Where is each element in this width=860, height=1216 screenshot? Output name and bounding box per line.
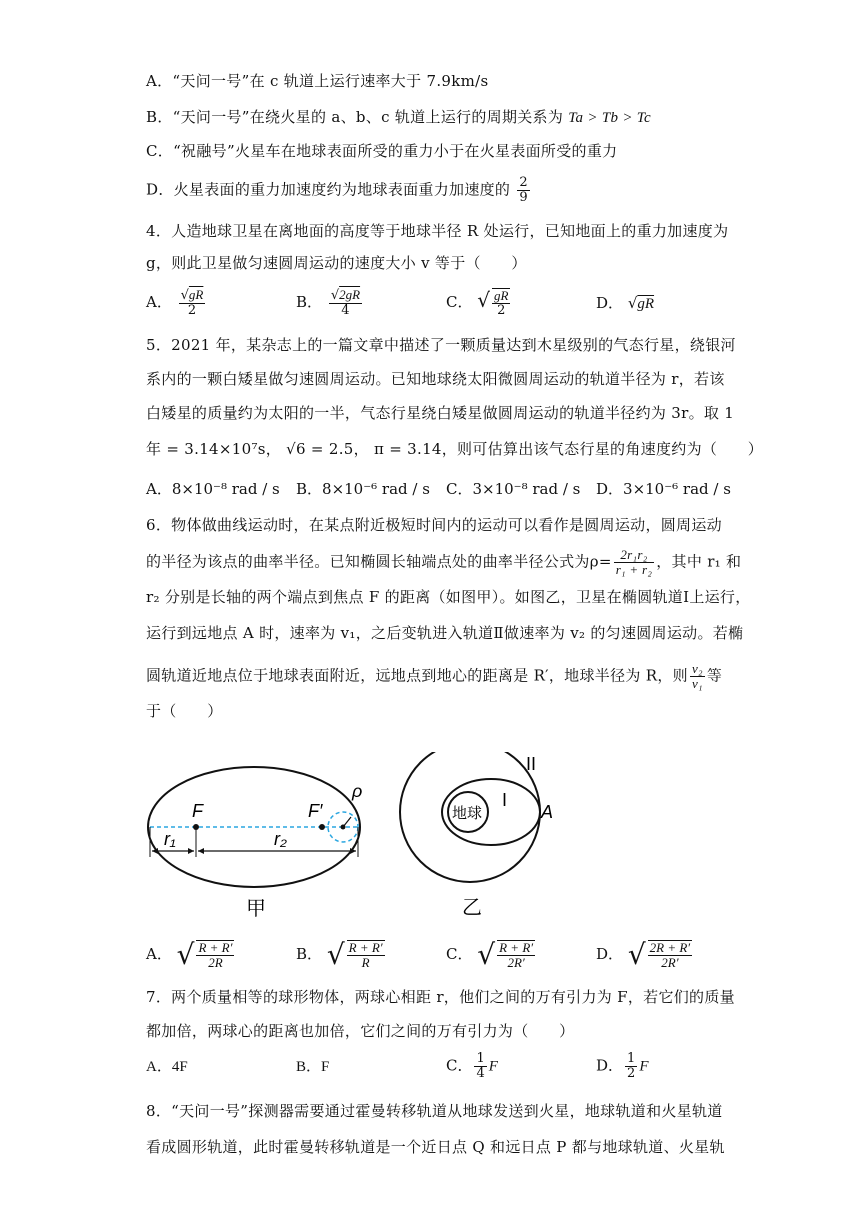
frac-num: R + R′ xyxy=(198,940,233,955)
q4-option-c xyxy=(446,288,512,318)
q4-option-c-fraction xyxy=(492,288,510,318)
q5-line4 xyxy=(146,438,763,460)
frac-num: gR xyxy=(494,288,509,303)
frac-den: v₁ xyxy=(691,676,703,691)
frac-num: 2r₁r₂ xyxy=(614,548,655,563)
frac-den: r₁ + r₂ xyxy=(615,562,653,577)
q6-option-b xyxy=(296,940,387,970)
frac-den: 2 xyxy=(187,303,197,318)
label-rho: ρ xyxy=(352,781,363,801)
frac-den: 4 xyxy=(341,303,350,318)
q6-line5 xyxy=(146,662,722,691)
q5-option-d: D．3×10⁻⁶ rad / s xyxy=(596,480,731,498)
q6-line2-tail: ，其中 r₁ 和 xyxy=(656,552,742,571)
option-letter: C． xyxy=(446,1056,473,1075)
r2-arrow-head-left xyxy=(198,848,204,854)
option-letter: A． xyxy=(146,945,172,963)
sqrt-sign: √ xyxy=(627,938,646,971)
frac-num: 2 xyxy=(519,175,528,190)
sqrt-sign: √ xyxy=(477,288,491,312)
q6-line3: r₂ 分别是长轴的两个端点到焦点 F 的距离（如图甲）。如图乙，卫星在椭圆轨道Ⅰ上运行， xyxy=(146,588,751,606)
q4-option-b-fraction xyxy=(329,288,362,318)
q6-option-a-fraction xyxy=(196,940,234,970)
frac-tail: F xyxy=(639,1058,649,1075)
frac-den: 4 xyxy=(476,1066,485,1081)
q3-option-b xyxy=(146,106,651,129)
sqrt-sign: √ xyxy=(326,938,345,971)
sqrt-sign: √ xyxy=(477,938,496,971)
label-fprime: F′ xyxy=(308,801,323,821)
option-letter: A． xyxy=(146,293,172,311)
q3-option-d-text: D．火星表面的重力加速度约为地球表面重力加速度的 xyxy=(146,180,511,199)
q5-option-a: A．8×10⁻⁸ rad / s xyxy=(146,480,280,498)
r1-arrow-head-right xyxy=(188,848,194,854)
q4-option-a-fraction xyxy=(179,288,206,318)
q5-line4-sqrt6: √6 = 2.5， xyxy=(286,440,369,458)
option-letter: B． xyxy=(296,945,323,963)
q6-line6: 于（ ） xyxy=(146,702,223,720)
q6-option-d xyxy=(596,940,694,970)
q6-option-d-fraction xyxy=(648,940,693,970)
q7-option-c-fraction xyxy=(474,1052,486,1081)
q5-line2: 系内的一颗白矮星做匀速圆周运动。已知地球绕太阳微圆周运动的轨道半径为 r，若该 xyxy=(146,370,725,388)
label-earth: 地球 xyxy=(452,805,483,822)
label-f: F xyxy=(192,801,203,821)
q4-line1: 4．人造地球卫星在离地面的高度等于地球半径 R 处运行，已知地面上的重力加速度为 xyxy=(146,222,729,240)
sqrt-radicand: gR xyxy=(637,296,655,312)
frac-num xyxy=(179,288,206,304)
q5-line4-pi: π = 3.14，则可估算出该气态行星的角速度约为（ ） xyxy=(374,440,764,458)
curvature-formula xyxy=(614,548,655,577)
frac-num: R + R′ xyxy=(348,940,383,955)
frac-den: 2R xyxy=(208,955,223,970)
option-letter: D． xyxy=(596,294,624,312)
q5-line4-year: 年 = 3.14×10⁷s， xyxy=(146,440,282,458)
sqrt-sign: √ xyxy=(627,294,638,312)
q4-line2: g，则此卫星做匀速圆周运动的速度大小 v 等于（ ） xyxy=(146,254,527,272)
frac-den: 2R′ xyxy=(661,955,679,970)
q5-line1: 5．2021 年，某杂志上的一篇文章中描述了一颗质量达到木星级别的气态行星，绕银河 xyxy=(146,336,736,354)
q6-line4: 运行到远地点 A 时，速率为 v₁，之后变轨进入轨道Ⅱ做速率为 v₂ 的匀速圆周运动。若椭 xyxy=(146,624,744,642)
label-orbit-i: I xyxy=(502,790,508,810)
q4-option-d xyxy=(596,292,654,315)
q5-option-c: C．3×10⁻⁸ rad / s xyxy=(446,480,581,498)
sqrt-sign: √ xyxy=(180,288,189,303)
q6-option-b-fraction xyxy=(347,940,385,970)
frac-den: 9 xyxy=(519,190,528,205)
q3-option-d-fraction xyxy=(517,176,530,205)
q7-option-d xyxy=(596,1052,648,1081)
sqrt-radicand: 2gR xyxy=(339,287,361,302)
caption-yi: 乙 xyxy=(462,897,482,919)
frac-den: 2 xyxy=(627,1066,636,1081)
q6-option-c-fraction xyxy=(497,940,535,970)
option-letter: D． xyxy=(596,1056,624,1075)
q7-line1: 7．两个质量相等的球形物体，两球心相距 r，他们之间的万有引力为 F，若它们的质量 xyxy=(146,988,735,1006)
q7-option-c xyxy=(446,1052,498,1081)
frac-num: 2R + R′ xyxy=(649,940,691,955)
q6-line2-text: 的半径为该点的曲率半径。已知椭圆长轴端点处的曲率半径公式为ρ= xyxy=(146,552,612,571)
q3-option-d xyxy=(146,176,532,205)
q3-option-b-relation: Ta > Tb > Tc xyxy=(568,110,652,126)
q8-line2: 看成圆形轨道，此时霍曼转移轨道是一个近日点 Q 和远日点 P 都与地球轨道、火星轨 xyxy=(146,1138,725,1156)
q7-option-d-fraction xyxy=(625,1052,637,1081)
velocity-ratio xyxy=(690,662,705,691)
q5-option-b: B．8×10⁻⁶ rad / s xyxy=(296,480,430,498)
option-letter: D． xyxy=(596,945,624,963)
option-letter: B． xyxy=(296,293,323,311)
frac-den: R xyxy=(361,955,370,970)
q4-option-b xyxy=(296,288,364,318)
curvature-center xyxy=(341,825,346,830)
q8-line1: 8．“天问一号”探测器需要通过霍曼转移轨道从地球发送到火星，地球轨道和火星轨道 xyxy=(146,1102,723,1120)
q6-line1: 6．物体做曲线运动时，在某点附近极短时间内的运动可以看作是圆周运动，圆周运动 xyxy=(146,516,722,534)
sqrt-radicand: gR xyxy=(188,287,204,302)
sqrt-sign: √ xyxy=(176,938,195,971)
q3-option-b-text: B．“天问一号”在绕火星的 a、b、c 轨道上运行的周期关系为 xyxy=(146,108,564,126)
frac-tail: F xyxy=(488,1058,498,1075)
frac-den: 2 xyxy=(497,303,506,318)
figure-yi-orbits xyxy=(398,752,568,927)
option-letter: C． xyxy=(446,293,473,311)
q6-line5-tail: 等 xyxy=(706,666,723,685)
frac-num: 1 xyxy=(627,1051,636,1066)
q7-line2: 都加倍，两球心的距离也加倍，它们之间的万有引力为（ ） xyxy=(146,1022,575,1040)
label-a: A xyxy=(541,802,554,822)
q6-option-a xyxy=(146,940,236,970)
frac-num xyxy=(329,288,362,304)
label-r1: r₁ xyxy=(164,829,176,849)
q6-line2 xyxy=(146,548,741,577)
q7-option-a: A．4F xyxy=(146,1059,188,1075)
q3-option-a: A．“天问一号”在 c 轨道上运行速率大于 7.9km/s xyxy=(146,72,489,90)
caption-jia: 甲 xyxy=(246,898,266,920)
q7-option-b: B．F xyxy=(296,1059,330,1075)
q6-option-c xyxy=(446,940,537,970)
frac-num: R + R′ xyxy=(499,940,534,955)
figure-jia-ellipse xyxy=(146,755,376,925)
frac-num: v₂ xyxy=(691,661,703,676)
sqrt-sign: √ xyxy=(330,288,340,303)
q5-line3: 白矮星的质量约为太阳的一半，气态行星绕白矮星做圆周运动的轨道半径约为 3r。取 1 xyxy=(146,404,735,422)
focus-fprime-dot xyxy=(319,824,325,830)
frac-num: 1 xyxy=(476,1051,485,1066)
label-r2: r₂ xyxy=(274,829,287,849)
label-orbit-ii: II xyxy=(526,754,537,774)
q3-option-c: C．“祝融号”火星车在地球表面所受的重力小于在火星表面所受的重力 xyxy=(146,142,618,160)
q6-line5-text: 圆轨道近地点位于地球表面附近，远地点到地心的距离是 R′，地球半径为 R，则 xyxy=(146,666,688,685)
frac-den: 2R′ xyxy=(507,955,525,970)
q4-option-a xyxy=(146,288,207,318)
option-letter: C． xyxy=(446,945,473,963)
